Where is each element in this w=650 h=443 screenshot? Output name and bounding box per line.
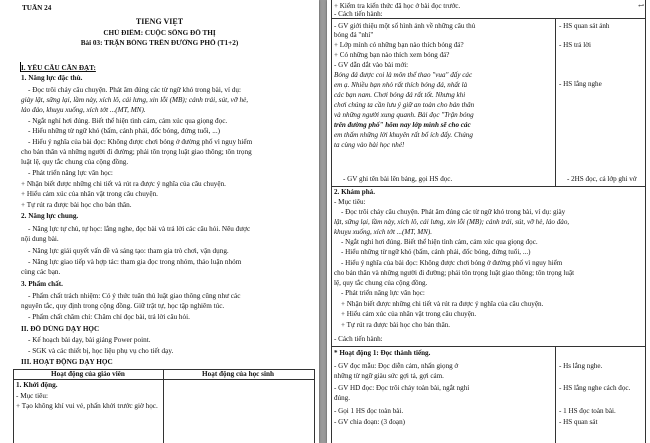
table-cell: và những người xung quanh. Bài đọc "Trận bóng <box>334 111 474 119</box>
text-line: + Hiểu cảm xúc của nhân vật trong câu chuyện. <box>21 190 158 198</box>
section-heading: I. YÊU CẦU CẦN ĐẠT: <box>21 64 96 72</box>
text-line: - Phát triển năng lực văn học: <box>28 169 113 177</box>
table-cell: + Có những bạn nào thích xem bóng đá? <box>334 51 450 59</box>
table-cell: chơi chúng ta cần lưu ý giữ an toàn cho bản thân <box>334 101 475 109</box>
text-line: + Hiểu cảm xúc của nhân vật trong câu chuyện. <box>341 310 477 318</box>
text-line: + Tự rút ra được bài học cho bản thân. <box>341 321 451 329</box>
theme-title: CHỦ ĐIỂM: CUỘC SỐNG ĐÔ THỊ <box>103 29 216 37</box>
text-line: - Kế hoạch bài dạy, bài giảng Power point. <box>28 336 151 344</box>
table-cell: những từ ngữ giàu sức gợi tả, gợi cảm. <box>334 372 444 380</box>
text-line: lệ, quy tắc chung của cộng đồng. <box>334 279 428 287</box>
text-line: luật lệ, quy tắc chung của cộng đồng. <box>21 158 129 166</box>
document-page-left <box>0 0 319 443</box>
table-cell: trên đường phố" hôm nay lớp mình sẽ cho các <box>334 121 471 129</box>
subsection-heading: 2. Năng lực chung. <box>21 212 79 220</box>
text-line: lật, sững lại, lầm này, xích lô, cái lưng, xin lỗi (MB); cánh trái, sút, vỡ hè, lảo đảo, <box>334 218 570 226</box>
text-line: - Năng lực giải quyết vấn đề và sáng tạo: tham gia trò chơi, vận dụng. <box>28 247 229 255</box>
week-label: TUẦN 24 <box>22 4 52 12</box>
section-heading: III. HOẠT ĐỘNG DẠY HỌC <box>21 358 113 366</box>
text-line: - Năng lực tự chủ, tự học: lắng nghe, đọc bài và trả lời các câu hỏi. Nêu được <box>28 225 251 233</box>
subsection-heading: 3. Phẩm chất. <box>21 280 63 288</box>
text-line: - Hiểu ý nghĩa của bài đọc: Không được chơi bóng ở đường phố vì nguy hiểm <box>28 138 253 146</box>
student-cell: - 2HS đọc, cả lớp ghi vở <box>567 175 637 183</box>
text-line: - Phát triển năng lực văn học: <box>341 289 425 297</box>
table-cell: - Mục tiêu: <box>16 392 48 400</box>
text-line: + Nhận biết được những chi tiết và rút ra được ý nghĩa của câu chuyện. <box>341 300 544 308</box>
lesson-title: Bài 03: TRẬN BÓNG TRÊN ĐƯỜNG PHỐ (T1+2) <box>80 39 239 47</box>
subsection-heading: 1. Năng lực đặc thù. <box>21 74 83 82</box>
text-line: - Đọc trôi chảy câu chuyện. Phát âm đúng các từ ngữ khó trong bài, ví dụ: giày <box>341 208 566 216</box>
table-cell: ta cùng vào bài học nhé! <box>334 141 405 149</box>
table-cell: + Kiểm tra kiến thức đã học ở bài đọc trước. <box>334 2 461 10</box>
text-line: lảo đảo, khuỵu xuống, xích tớt ...(MT, MN). <box>21 106 146 114</box>
table-divider <box>13 379 314 380</box>
table-cell: Bóng đá được coi là môn thể thao "vua" đấy các <box>334 71 473 79</box>
table-cell: các bạn nam. Chơi bóng đá rất tốt. Nhưng khi <box>334 91 466 99</box>
student-cell: - 1 HS đọc toàn bài. <box>559 407 616 415</box>
document-page-right <box>327 0 650 443</box>
table-cell: em thấm những lời khuyên rất bổ ích đấy. Chúng <box>334 131 473 139</box>
table-border <box>331 0 332 443</box>
student-cell: - HS lắng nghe <box>559 80 602 88</box>
student-cell: - HS quan sát ảnh <box>559 22 610 30</box>
table-divider <box>555 18 556 186</box>
text-line: + Nhận biết được những chi tiết và rút ra được ý nghĩa của câu chuyện. <box>21 180 226 188</box>
table-divider <box>331 186 645 187</box>
text-line: nội dung bài. <box>21 235 59 243</box>
table-cell: - Gọi 1 HS đọc toàn bài. <box>334 407 404 415</box>
table-cell: - GV đọc mẫu: Đọc diễn cảm, nhấn giọng ở <box>334 362 459 370</box>
text-line: - Ngắt nghỉ hơi đúng. Biết thể hiện tình cảm, cảm xúc qua giọng đọc. <box>341 238 538 246</box>
text-line: cùng các bạn. <box>21 268 61 276</box>
text-line: khuỵu xuống, xích tớt ...(MT, MN). <box>334 228 433 236</box>
text-line: - Cách tiến hành: <box>334 335 383 343</box>
table-cell: 1. Khởi động. <box>16 381 58 389</box>
text-line: - Hiểu ý nghĩa của bài đọc: Không được chơi bóng ở đường phố vì nguy hiểm <box>341 259 563 267</box>
text-line: nguyên tắc, quy định trong cộng đồng. Giữ trật tự, học tập nghiêm túc. <box>21 302 225 310</box>
table-divider <box>555 346 556 443</box>
student-cell: - Hs lắng nghe. <box>559 362 603 370</box>
section-heading: II. ĐỒ DÙNG DẠY HỌC <box>21 325 100 333</box>
table-cell: - Cách tiến hành: <box>334 10 383 18</box>
text-line: - Năng lực giao tiếp và hợp tác: tham gia đọc trong nhóm, thảo luận nhóm <box>28 258 242 266</box>
text-line: - Phẩm chất chăm chỉ: Chăm chỉ đọc bài, trả lời câu hỏi. <box>28 313 190 321</box>
text-line: - Mục tiêu: <box>334 198 366 206</box>
table-cell: đúng. <box>334 394 350 402</box>
table-header-teacher: Hoạt động của giáo viên <box>51 370 125 378</box>
text-line: cho bản thân và những người đi đường; phải tôn trọng luật giao thông; tôn trọng <box>21 148 252 156</box>
table-cell: - GV chia đoạn: (3 đoạn) <box>334 418 405 426</box>
student-cell: - HS lắng nghe cách đọc. <box>559 384 631 392</box>
table-header-student: Hoạt động của học sinh <box>202 370 274 378</box>
table-cell: + Tạo không khí vui vẻ, phấn khởi trước giờ học. <box>16 402 158 410</box>
text-line: giày lật, sững lại, lầm này, xích lô, cái lưng, xin lỗi (MB); cánh trái, sút, vỡ hè, <box>21 96 249 104</box>
section-heading: 2. Khám phá. <box>334 188 375 196</box>
text-line: + Tự rút ra được bài học cho bản thân. <box>21 201 132 209</box>
table-cell: - GV HD đọc: Đọc trôi chảy toàn bài, ngắt nghỉ <box>334 384 470 392</box>
table-cell: - GV dẫn dắt vào bài mới: <box>334 61 409 69</box>
table-cell: em ạ. Nhiều bạn nhỏ rất thích bóng đá, nhất là <box>334 81 468 89</box>
student-cell: - HS quan sát <box>559 418 598 426</box>
text-line: cho bản thân và những người đi đường; phải tôn trọng luật giao thông; tôn trọng luật <box>334 269 575 277</box>
table-cell: + Lớp mình có những bạn nào thích bóng đá? <box>334 41 464 49</box>
table-divider <box>331 346 645 347</box>
subject-title: TIẾNG VIỆT <box>135 18 184 26</box>
table-cell: - GV giới thiệu một số hình ảnh về những câu thủ <box>334 22 476 30</box>
activity-heading: * Hoạt động 1: Đọc thành tiếng. <box>334 349 431 357</box>
text-line: - Ngắt nghỉ hơi đúng. Biết thể hiện tình cảm, cảm xúc qua giọng đọc. <box>28 117 228 125</box>
text-line: - Phẩm chất trách nhiệm: Có ý thức tuân thủ luật giao thông cũng như các <box>28 292 241 300</box>
page-corner-mark: ↩ <box>638 2 644 10</box>
text-line: - Đọc trôi chảy câu chuyện. Phát âm đúng các từ ngữ khó trong bài, ví dụ: <box>28 86 241 94</box>
table-cell: bóng đá "nhí" <box>334 31 374 39</box>
table-cell: - GV ghi tên bài lên bảng, gọi HS đọc. <box>343 175 453 183</box>
text-line: - SGK và các thiết bị, học liệu phụ vụ cho tiết dạy. <box>28 347 174 355</box>
text-line: - Hiểu những từ ngữ khó (bấm, cánh phải, đốc bóng, đứng tuổi, ...) <box>341 248 531 256</box>
student-cell: - HS trả lời <box>559 41 591 49</box>
text-line: - Hiểu những từ ngữ khó (bấm, cánh phải, đốc bóng, đứng tuổi, ...) <box>28 127 221 135</box>
table-border <box>645 0 646 443</box>
